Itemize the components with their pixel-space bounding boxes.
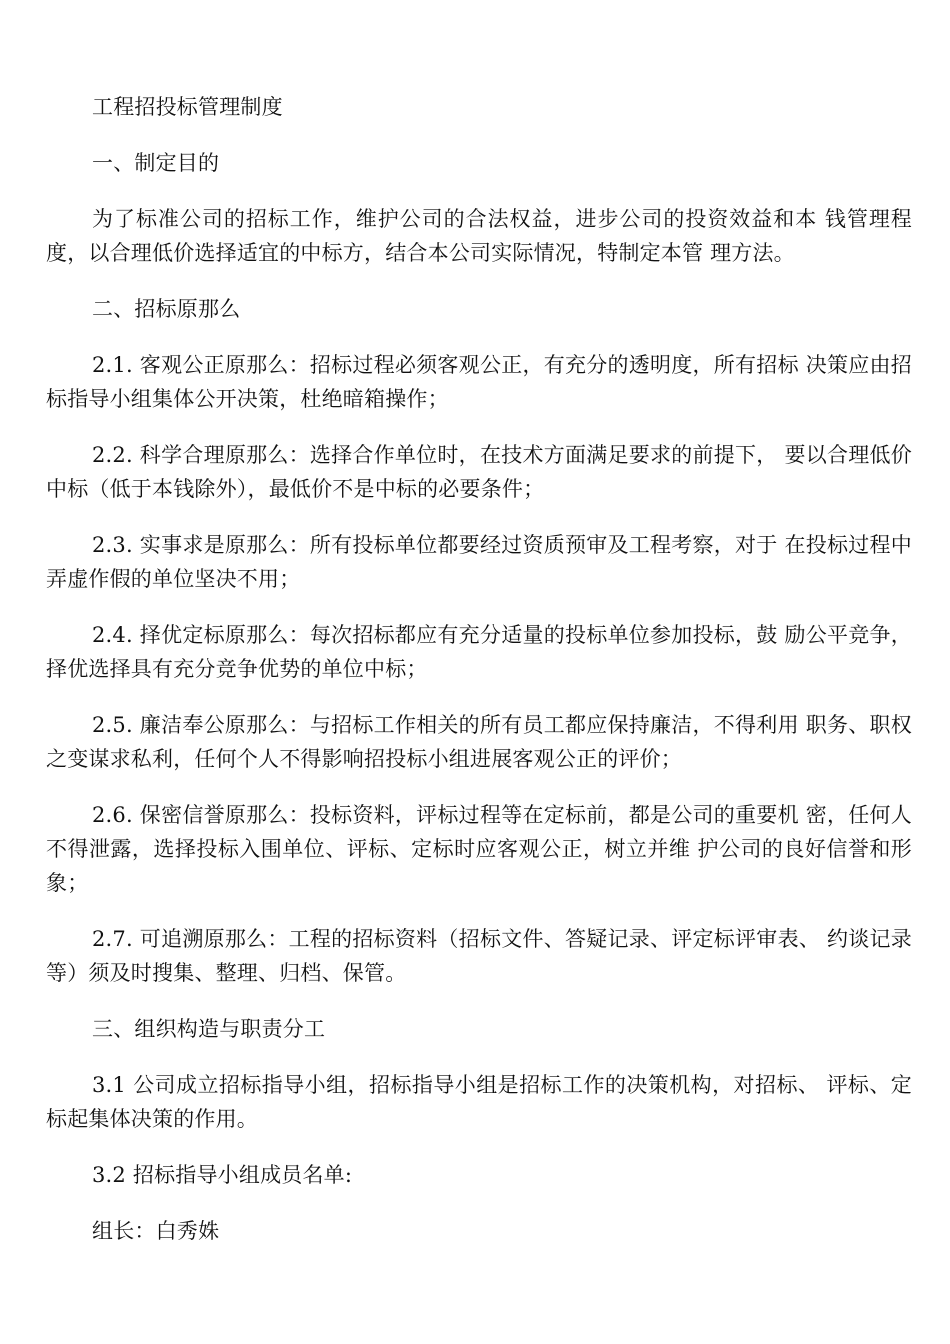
- principle-2-6: 2.6. 保密信誉原那么：投标资料，评标过程等在定标前，都是公司的重要机 密，任何人不得泄露，选择投标入围单位、评标、定标时应客观公正，树立并维 护公司的良好信誉和形象；: [46, 803, 912, 895]
- document-page: [46, 90, 912, 1270]
- section-heading-principles: 二、招标原那么: [92, 297, 241, 321]
- principle-2-1: 2.1. 客观公正原那么：招标过程必须客观公正，有充分的透明度，所有招标 决策应由招标指导小组集体公开决策，杜绝暗箱操作；: [46, 353, 912, 411]
- document-title: 工程招投标管理制度: [92, 95, 283, 119]
- section-heading-organization: 三、组织构造与职责分工: [92, 1017, 326, 1041]
- principle-2-4: 2.4. 择优定标原那么：每次招标都应有充分适量的投标单位参加投标，鼓 励公平竞争，择优选择具有充分竞争优势的单位中标；: [46, 623, 912, 681]
- principle-2-7: 2.7. 可追溯原那么：工程的招标资料（招标文件、答疑记录、评定标评审表、 约谈记录等）须及时搜集、整理、归档、保管。: [46, 927, 912, 985]
- section-heading-purpose: 一、制定目的: [92, 151, 220, 175]
- organization-3-1: 3.1 公司成立招标指导小组，招标指导小组是招标工作的决策机构，对招标、 评标、定标起集体决策的作用。: [46, 1073, 912, 1131]
- principle-2-2: 2.2. 科学合理原那么：选择合作单位时，在技术方面满足要求的前提下， 要以合理低价中标（低于本钱除外），最低价不是中标的必要条件；: [46, 443, 912, 501]
- principle-2-3: 2.3. 实事求是原那么：所有投标单位都要经过资质预审及工程考察，对于 在投标过程中弄虚作假的单位坚决不用；: [46, 533, 912, 591]
- team-leader-line: 组长：白秀姝: [92, 1219, 220, 1243]
- purpose-paragraph: 为了标准公司的招标工作，维护公司的合法权益，进步公司的投资效益和本 钱管理程度，以合理低价选择适宜的中标方，结合本公司实际情况，特制定本管 理方法。: [46, 207, 912, 265]
- organization-3-2: 3.2 招标指导小组成员名单:: [92, 1163, 353, 1187]
- principle-2-5: 2.5. 廉洁奉公原那么：与招标工作相关的所有员工都应保持廉洁，不得利用 职务、职权之变谋求私利，任何个人不得影响招投标小组进展客观公正的评价；: [46, 713, 912, 771]
